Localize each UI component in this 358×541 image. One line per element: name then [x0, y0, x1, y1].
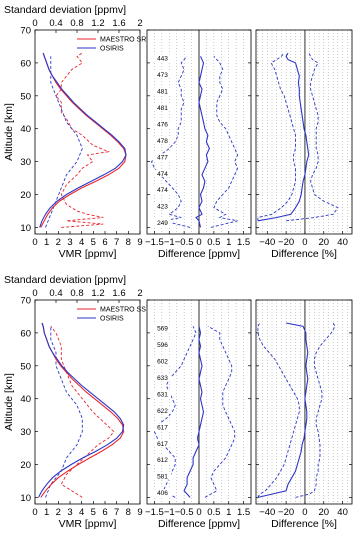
- y-tick-label: 40: [20, 124, 31, 136]
- x-tick-label: −1: [163, 237, 175, 248]
- maestro-std-line: [56, 53, 109, 227]
- x-tick-label: 0: [196, 237, 202, 248]
- y-tick-label: 10: [20, 222, 31, 234]
- osiris-std-line: [46, 56, 83, 227]
- x-tick-label: −20: [278, 237, 295, 248]
- std-low-line: [258, 323, 299, 497]
- std-high-line: [296, 323, 336, 497]
- sample-count-label: 249: [157, 220, 168, 228]
- x-tick-label: 5: [90, 237, 96, 248]
- legend-label: MAESTRO SR: [100, 36, 147, 44]
- x-tick-label: 3: [67, 237, 73, 248]
- diff-percent-frame: [256, 30, 352, 234]
- y-tick-label: 50: [20, 361, 31, 373]
- x-tick-label: 0.5: [207, 237, 221, 248]
- sample-count-label: 612: [157, 457, 168, 465]
- x-tick-label: 4: [79, 507, 85, 518]
- x-tick-label: 4: [79, 237, 85, 248]
- sample-count-label: 481: [157, 88, 168, 96]
- diff-ppmv-panel-2: [145, 300, 251, 530]
- x-tick-label: 5: [90, 507, 96, 518]
- sample-count-label: 478: [157, 137, 168, 145]
- y-tick-label: 30: [20, 157, 31, 169]
- x-tick-label: 20: [318, 507, 330, 518]
- top-tick-label: 0.4: [49, 18, 63, 29]
- x-tick-label: 9: [137, 507, 143, 518]
- y-tick-label: 70: [20, 295, 31, 307]
- top-tick-label: 0: [32, 18, 38, 29]
- x-tick-label: −20: [278, 507, 295, 518]
- y-tick-label: 60: [20, 328, 31, 340]
- std-high-line: [286, 53, 338, 221]
- vmr-frame: [35, 300, 140, 504]
- diff-percent-panel-1: [256, 30, 352, 260]
- top-tick-label: 0.8: [70, 288, 84, 299]
- x-axis-label: Difference [ppmv]: [157, 518, 241, 530]
- sample-count-label: 622: [157, 407, 168, 415]
- sample-count-label: 476: [157, 121, 168, 129]
- y-tick-label: 20: [20, 460, 31, 472]
- sample-count-label: 596: [157, 342, 168, 350]
- top-tick-label: 1.2: [91, 18, 105, 29]
- x-tick-label: 40: [337, 507, 348, 518]
- legend-label: OSIRIS: [100, 45, 124, 53]
- x-tick-label: 0: [302, 507, 308, 518]
- x-tick-label: 6: [102, 507, 108, 518]
- sample-count-label: 569: [157, 325, 168, 333]
- x-tick-label: −40: [259, 507, 276, 518]
- x-axis-label: Difference [%]: [271, 518, 337, 530]
- top-tick-label: 1.6: [112, 288, 126, 299]
- maestro-vmr-line: [41, 323, 124, 497]
- x-tick-label: 7: [114, 507, 120, 518]
- vmr-panel-2: [3, 274, 146, 530]
- sample-count-label: 423: [157, 203, 168, 211]
- y-tick-label: 40: [20, 394, 31, 406]
- x-tick-label: 0: [302, 237, 308, 248]
- top-tick-label: 2: [137, 288, 143, 299]
- x-tick-label: 1: [226, 507, 232, 518]
- diff-ppmv-panel-1: [145, 30, 251, 260]
- legend-label: MAESTRO SS: [100, 306, 146, 314]
- x-tick-label: 0: [196, 507, 202, 518]
- std-high-line: [205, 326, 235, 497]
- top-tick-label: 0: [32, 288, 38, 299]
- sample-count-label: 617: [157, 440, 168, 448]
- top-tick-label: 1.2: [91, 288, 105, 299]
- top-tick-label: 0.8: [70, 18, 84, 29]
- x-tick-label: 1: [44, 507, 50, 518]
- top-axis-label: Standard deviation [ppmv]: [4, 4, 126, 16]
- mean-difference-line: [196, 56, 209, 227]
- sample-count-label: 443: [157, 55, 168, 63]
- sample-count-label: 617: [157, 424, 168, 432]
- x-tick-label: 20: [318, 237, 330, 248]
- x-tick-label: −1.5: [145, 507, 164, 518]
- x-tick-label: −1: [163, 507, 175, 518]
- sample-count-label: 602: [157, 358, 168, 366]
- vmr-frame: [35, 30, 140, 234]
- sample-count-label: 474: [157, 170, 168, 178]
- x-tick-label: 2: [55, 237, 61, 248]
- sample-count-label: 473: [157, 72, 168, 80]
- x-tick-label: 2: [55, 507, 61, 518]
- x-tick-label: 8: [125, 507, 131, 518]
- diff-percent-frame: [256, 300, 352, 504]
- legend-label: OSIRIS: [100, 315, 124, 323]
- x-axis-label: VMR [ppmv]: [58, 518, 117, 530]
- sample-count-label: 474: [157, 187, 168, 195]
- x-tick-label: 8: [125, 237, 131, 248]
- sample-count-label: 481: [157, 104, 168, 112]
- x-tick-label: 0.5: [207, 507, 221, 518]
- y-tick-label: 30: [20, 427, 31, 439]
- sample-count-label: 477: [157, 154, 168, 162]
- y-tick-label: 20: [20, 190, 31, 202]
- y-tick-label: 10: [20, 492, 31, 504]
- y-tick-label: 60: [20, 58, 31, 70]
- x-axis-label: VMR [ppmv]: [58, 248, 117, 260]
- x-tick-label: −0.5: [174, 237, 194, 248]
- x-tick-label: 7: [114, 237, 120, 248]
- x-tick-label: −40: [259, 237, 276, 248]
- sample-count-label: 631: [157, 391, 168, 399]
- x-tick-label: −1.5: [145, 237, 164, 248]
- top-tick-label: 1.6: [112, 18, 126, 29]
- osiris-vmr-line: [39, 323, 124, 497]
- x-tick-label: 1: [226, 237, 232, 248]
- sample-count-label: 406: [157, 490, 168, 498]
- vmr-panel-1: [3, 4, 146, 260]
- x-tick-label: 40: [337, 237, 348, 248]
- osiris-std-line: [46, 326, 83, 497]
- x-tick-label: 1.5: [236, 507, 251, 518]
- x-tick-label: 1.5: [236, 237, 251, 248]
- top-tick-label: 2: [137, 18, 143, 29]
- x-tick-label: 0: [32, 237, 38, 248]
- top-axis-label: Standard deviation [ppmv]: [4, 274, 126, 286]
- y-axis-label: Altitude [km]: [3, 103, 15, 161]
- x-axis-label: Difference [ppmv]: [157, 248, 241, 260]
- x-tick-label: 3: [67, 507, 73, 518]
- osiris-vmr-line: [40, 53, 126, 227]
- x-tick-label: 1: [44, 237, 50, 248]
- x-axis-label: Difference [%]: [271, 248, 337, 260]
- mean-difference-line: [184, 326, 203, 497]
- x-tick-label: 6: [102, 237, 108, 248]
- x-tick-label: 9: [137, 237, 143, 248]
- maestro-vmr-line: [41, 53, 126, 227]
- y-tick-label: 70: [20, 25, 31, 37]
- sample-count-label: 633: [157, 374, 168, 382]
- std-high-line: [211, 56, 238, 227]
- x-tick-label: 0: [32, 507, 38, 518]
- mean-difference-line: [258, 53, 309, 221]
- y-axis-label: Altitude [km]: [3, 373, 15, 431]
- sample-count-label: 581: [157, 473, 168, 481]
- diff-percent-panel-2: [256, 300, 352, 530]
- x-tick-label: −0.5: [174, 507, 194, 518]
- top-tick-label: 0.4: [49, 288, 63, 299]
- y-tick-label: 50: [20, 91, 31, 103]
